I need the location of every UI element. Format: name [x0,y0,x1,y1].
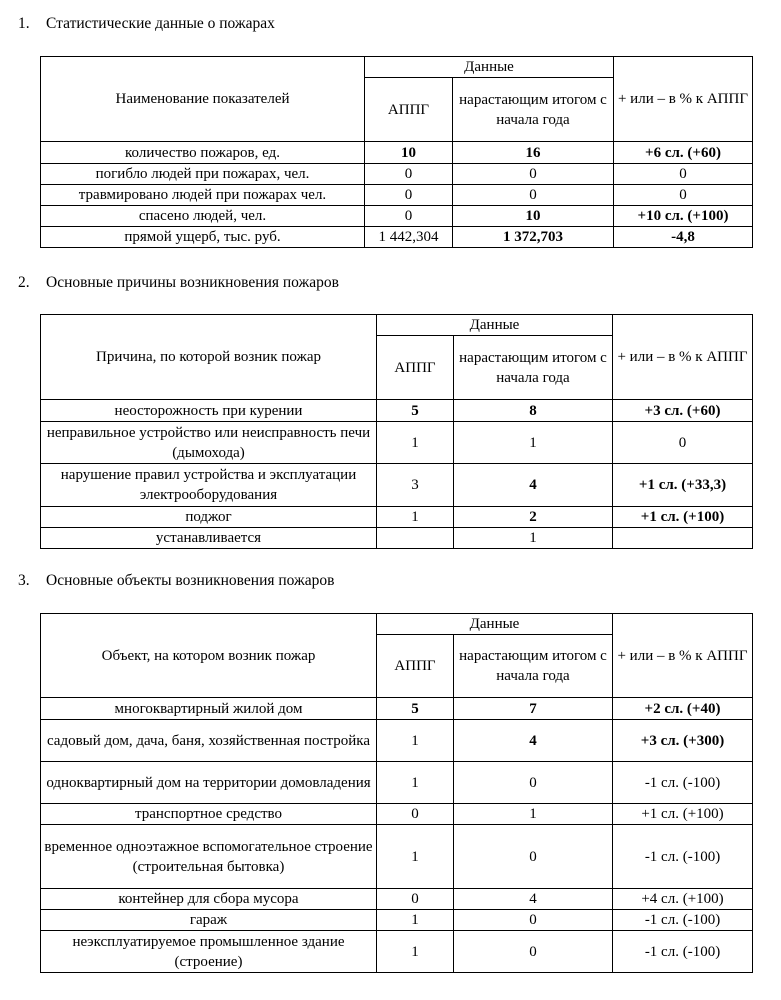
row-change: +1 сл. (+33,3) [613,464,753,507]
row-name: устанавливается [41,528,377,549]
row-appg [377,528,454,549]
row-name: неосторожность при курении [41,400,377,422]
header-appg: АППГ [377,336,454,400]
row-change: +1 сл. (+100) [613,507,753,528]
fire-causes-table [40,314,753,549]
row-appg: 1 [377,910,454,931]
row-name: неэксплуатируемое промышленное здание (строение) [41,931,377,973]
row-cumulative: 1 [454,528,613,549]
table-row [41,762,753,804]
row-cumulative: 1 [454,422,613,464]
section-number: 2. [18,274,30,291]
row-name: многоквартирный жилой дом [41,698,377,720]
row-appg: 5 [377,400,454,422]
row-cumulative: 1 372,703 [453,227,614,248]
table-row [41,698,753,720]
row-appg: 1 [377,762,454,804]
row-cumulative: 0 [454,931,613,973]
row-cumulative: 1 [454,804,613,825]
row-cumulative: 4 [454,720,613,762]
row-change: 0 [614,185,753,206]
header-change: + или – в % к АППГ [613,315,753,400]
table-row [41,185,753,206]
table-row [41,931,753,973]
header-appg: АППГ [365,78,453,142]
row-appg: 1 [377,825,454,889]
table-row [41,720,753,762]
row-name: нарушение правил устройства и эксплуатации электрооборудования [41,464,377,507]
row-cumulative: 8 [454,400,613,422]
table-row [41,422,753,464]
row-name: спасено людей, чел. [41,206,365,227]
header-row [41,57,753,78]
header-name: Объект, на котором возник пожар [41,614,377,698]
section-1-heading [18,15,275,33]
section-3-heading [18,572,334,590]
header-name: Причина, по которой возник пожар [41,315,377,400]
row-change: -1 сл. (-100) [613,762,753,804]
row-name: одноквартирный дом на территории домовладения [41,762,377,804]
row-change: -1 сл. (-100) [613,931,753,973]
row-change: +1 сл. (+100) [613,804,753,825]
row-change: 0 [613,422,753,464]
row-cumulative: 4 [454,464,613,507]
section-title: Основные причины возникновения пожаров [46,274,339,291]
row-appg: 3 [377,464,454,507]
row-appg: 1 [377,720,454,762]
table-row [41,507,753,528]
header-row [41,614,753,635]
table-row [41,142,753,164]
row-change: +2 сл. (+40) [613,698,753,720]
table-row [41,164,753,185]
row-change: +4 сл. (+100) [613,889,753,910]
row-name: временное одноэтажное вспомогательное строение (строительная бытовка) [41,825,377,889]
section-number: 1. [18,15,30,32]
table-row [41,889,753,910]
table-row [41,464,753,507]
header-cumulative: нарастающим итогом с начала года [453,78,614,142]
row-cumulative: 0 [454,825,613,889]
fire-statistics-table [40,56,753,248]
header-change: + или – в % к АППГ [614,57,753,142]
row-appg: 0 [365,206,453,227]
header-name: Наименование показателей [41,57,365,142]
table-row [41,206,753,227]
row-cumulative: 0 [454,762,613,804]
section-title: Основные объекты возникновения пожаров [46,572,335,589]
row-name: травмировано людей при пожарах чел. [41,185,365,206]
row-cumulative: 0 [454,910,613,931]
row-change [613,528,753,549]
row-cumulative: 0 [453,185,614,206]
row-name: погибло людей при пожарах, чел. [41,164,365,185]
header-data: Данные [365,57,614,78]
row-name: количество пожаров, ед. [41,142,365,164]
row-cumulative: 16 [453,142,614,164]
row-change: +6 сл. (+60) [614,142,753,164]
section-2-heading [18,274,339,292]
row-name: поджог [41,507,377,528]
row-appg: 1 [377,422,454,464]
table-row [41,804,753,825]
row-name: контейнер для сбора мусора [41,889,377,910]
table-row [41,825,753,889]
row-change: +10 сл. (+100) [614,206,753,227]
table-row [41,227,753,248]
row-appg: 5 [377,698,454,720]
row-change: -1 сл. (-100) [613,910,753,931]
row-change: +3 сл. (+300) [613,720,753,762]
table-row [41,528,753,549]
header-data: Данные [377,315,613,336]
row-name: гараж [41,910,377,931]
row-name: транспортное средство [41,804,377,825]
header-appg: АППГ [377,635,454,698]
row-appg: 0 [365,164,453,185]
row-appg: 1 442,304 [365,227,453,248]
row-cumulative: 7 [454,698,613,720]
row-name: прямой ущерб, тыс. руб. [41,227,365,248]
row-appg: 1 [377,931,454,973]
row-name: неправильное устройство или неисправность печи (дымохода) [41,422,377,464]
row-appg: 1 [377,507,454,528]
row-cumulative: 2 [454,507,613,528]
row-cumulative: 4 [454,889,613,910]
section-number: 3. [18,572,30,589]
row-appg: 10 [365,142,453,164]
header-cumulative: нарастающим итогом с начала года [454,635,613,698]
row-change: +3 сл. (+60) [613,400,753,422]
section-title: Статистические данные о пожарах [46,15,275,32]
header-change: + или – в % к АППГ [613,614,753,698]
table-row [41,910,753,931]
header-cumulative: нарастающим итогом с начала года [454,336,613,400]
table-row [41,400,753,422]
row-cumulative: 0 [453,164,614,185]
row-appg: 0 [365,185,453,206]
header-data: Данные [377,614,613,635]
row-change: -1 сл. (-100) [613,825,753,889]
row-appg: 0 [377,804,454,825]
header-row [41,315,753,336]
row-appg: 0 [377,889,454,910]
row-name: садовый дом, дача, баня, хозяйственная постройка [41,720,377,762]
row-change: -4,8 [614,227,753,248]
row-cumulative: 10 [453,206,614,227]
fire-objects-table [40,613,753,973]
row-change: 0 [614,164,753,185]
